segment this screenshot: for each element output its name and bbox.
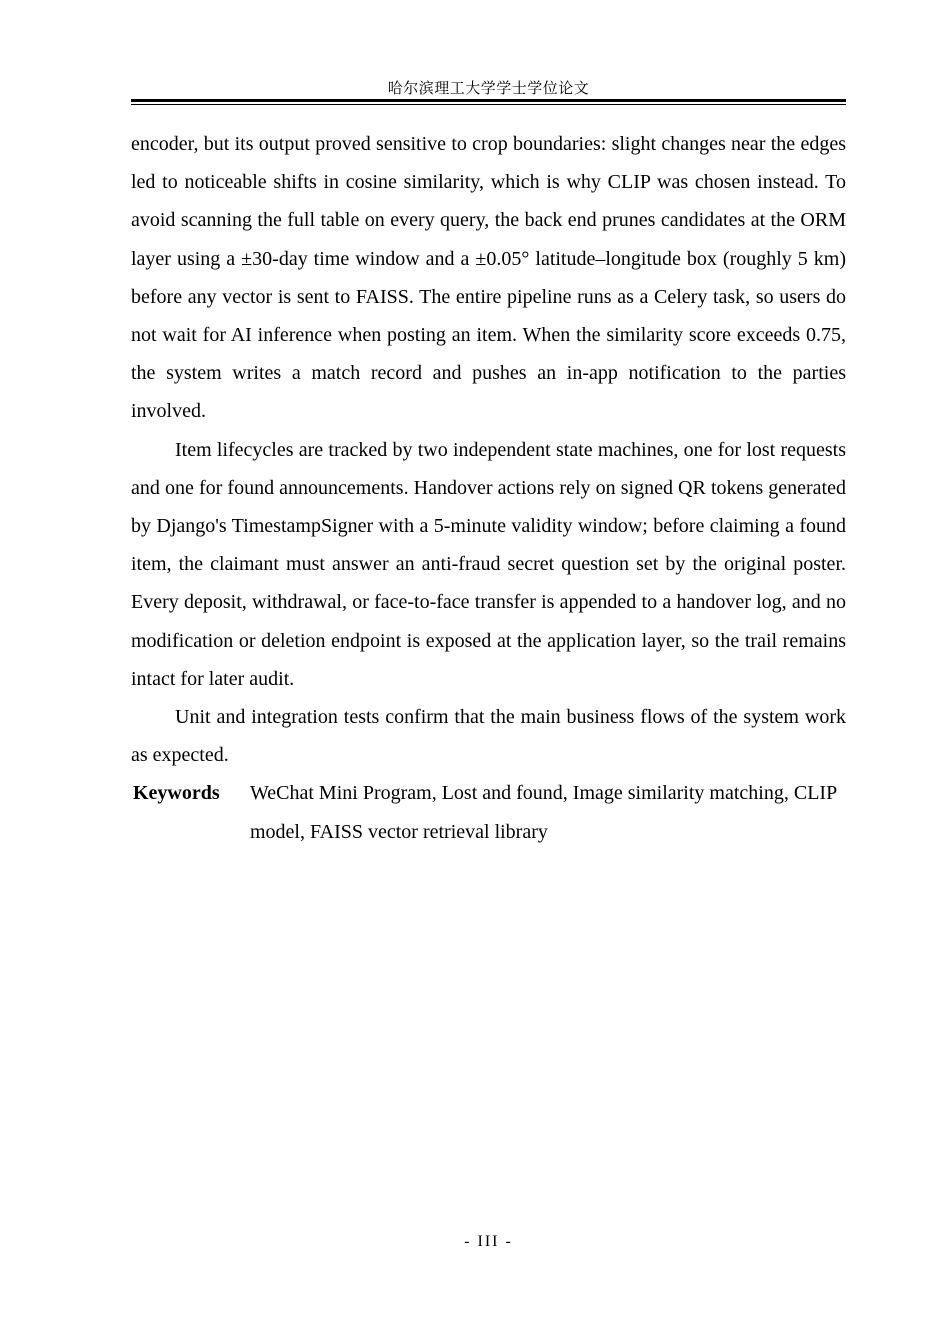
keywords-text: WeChat Mini Program, Lost and found, Image similarity matching, CLIP model, FAISS vector retrieval library <box>250 782 837 843</box>
page-number: - III - <box>464 1233 513 1250</box>
paragraph-tests: Unit and integration tests confirm that the main business flows of the system work as expected. <box>131 706 846 767</box>
header-rule-thick <box>131 99 846 102</box>
header-rule-thin <box>131 104 846 105</box>
keywords-label: Keywords <box>133 782 220 805</box>
paragraph-continuation: encoder, but its output proved sensitive to crop boundaries: slight changes near the edges led to noticeable shifts in cosine similarity, which is why CLIP was chosen instead. To avoid scanning the full table on every query, the back end prunes candidates at the ORM layer using a ±30-day time window and a ±0.05° latitude–longitude box (roughly 5 km) before any vector is sent to FAISS. The entire pipeline runs as a Celery task, so users do not wait for AI inference when posting an item. When the similarity score exceeds 0.75, the system writes a match record and pushes an in-app notification to the parties involved. <box>131 133 846 423</box>
body-content <box>131 125 846 851</box>
paragraph-lifecycle: Item lifecycles are tracked by two independent state machines, one for lost requests and one for found announcements. Handover actions rely on signed QR tokens generated by Django's TimestampSigner with a 5-minute validity window; before claiming a found item, the claimant must answer an anti-fraud secret question set by the original poster. Every deposit, withdrawal, or face-to-face transfer is appended to a handover log, and no modification or deletion endpoint is exposed at the application layer, so the trail remains intact for later audit. <box>131 438 846 690</box>
keywords-block <box>131 774 846 850</box>
page-header-title: 哈尔滨理工大学学士学位论文 <box>387 79 590 97</box>
